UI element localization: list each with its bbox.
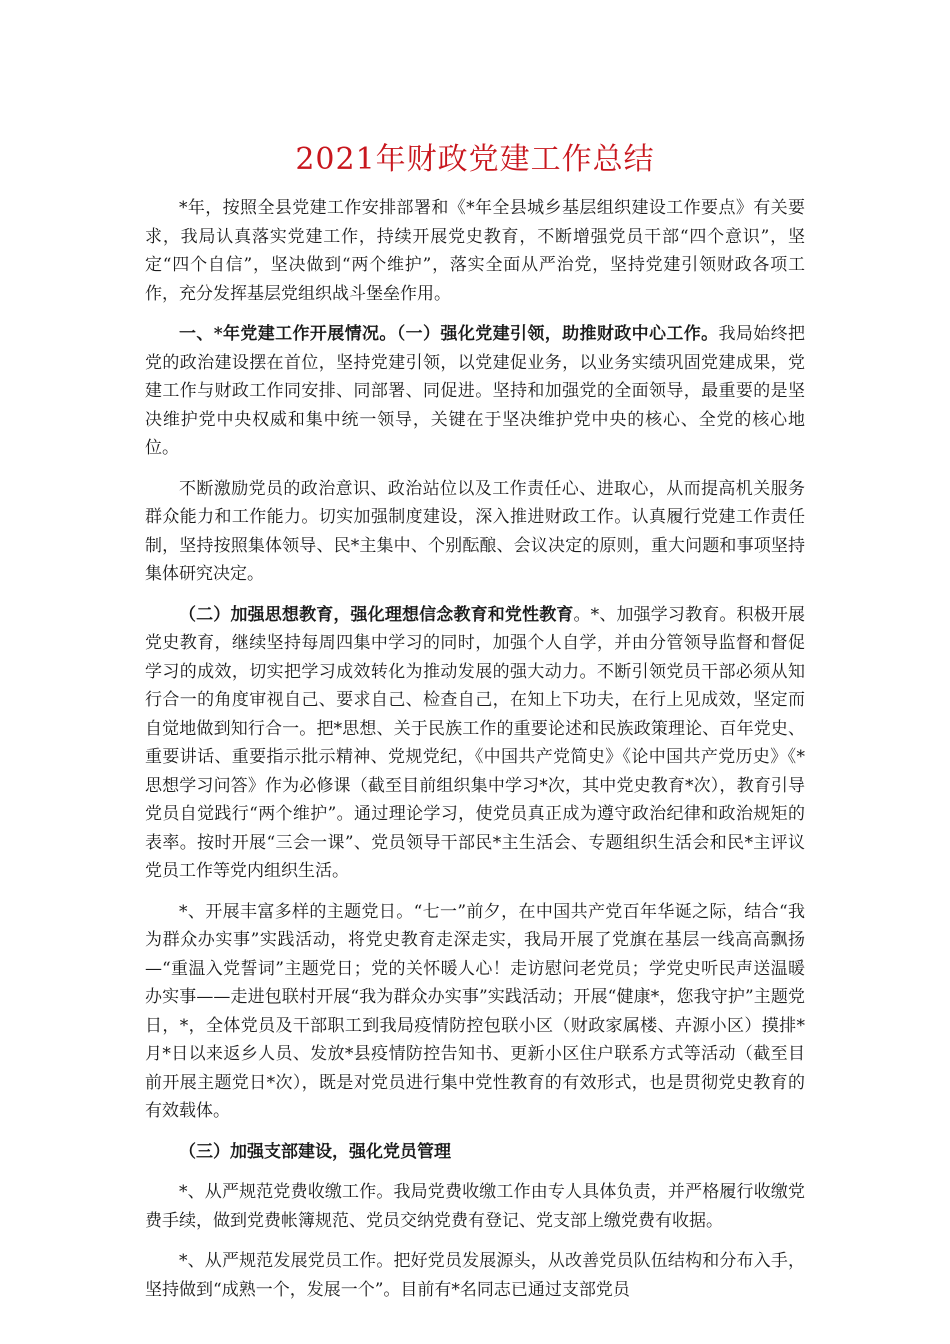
section-3-heading: （三）加强支部建设，强化党员管理 <box>179 1141 451 1162</box>
paragraph-6: *、从严规范发展党员工作。把好党员发展源头，从改善党员队伍结构和分布入手，坚持做到“成熟一个，发展一个”。目前有*名同志已通过支部党员 <box>145 1251 805 1300</box>
section-1-paragraph <box>145 320 805 463</box>
paragraph-2: 不断激励党员的政治意识、政治站位以及工作责任心、进取心，从而提高机关服务群众能力和工作能力。切实加强制度建设，深入推进财政工作。认真履行党建工作责任制，坚持按照集体领导、民*主集中、个别酝酿、会议决定的原则，重大问题和事项坚持集体研究决定。 <box>145 478 805 584</box>
section-2-body: 。*、加强学习教育。积极开展党史教育，继续坚持每周四集中学习的同时，加强个人自学，并由分管领导监督和督促学习的成效，切实把学习成效转化为推动发展的强大动力。不断引领党员干部必须从知行合一的角度审视自己、要求自己、检查自己，在知上下功夫，在行上见成效，坚定而自觉地做到知行合一。把*思想、关于民族工作的重要论述和民族政策理论、百年党史、重要讲话、重要指示批示精神、党规党纪，《中国共产党简史》《论中国共产党历史》《*思想学习问答》作为必修课（截至目前组织集中学习*次，其中党史教育*次），教育引导党员自觉践行“两个维护”。通过理论学习，使党员真正成为遵守政治纪律和政治规矩的表率。按时开展“三会一课”、党员领导干部民*主生活会、专题组织生活会和民*主评议党员工作等党内组织生活。 <box>145 604 806 881</box>
document-title: 2021年财政党建工作总结 <box>295 142 655 177</box>
section-1-body: 我局始终把党的政治建设摆在首位，坚持党建引领，以党建促业务，以业务实绩巩固党建成果，党建工作与财政工作同安排、同部署、同促进。坚持和加强党的全面领导，最重要的是坚决维护党中央权威和集中统一领导，关键在于坚决维护党中央的核心、全党的核心地位。 <box>145 324 806 458</box>
document-page <box>145 138 805 1316</box>
paragraph-4: *、开展丰富多样的主题党日。“七一”前夕，在中国共产党百年华诞之际，结合“我为群众办实事”实践活动，将党史教育走深走实，我局开展了党旗在基层一线高高飘扬—“重温入党誓词”主题党日；党的关怀暖人心！走访慰问老党员；学党史听民声送温暖办实事——走进包联村开展“我为群众办实事”实践活动；开展“健康*，您我守护”主题党日，*，全体党员及干部职工到我局疫情防控包联小区（财政家属楼、卉源小区）摸排*月*日以来返乡人员、发放*县疫情防控告知书、更新小区住户联系方式等活动（截至目前开展主题党日*次），既是对党员进行集中党性教育的有效形式，也是贯彻党史教育的有效载体。 <box>145 901 805 1121</box>
intro-paragraph: *年，按照全县党建工作安排部署和《*年全县城乡基层组织建设工作要点》有关要求，我局认真落实党建工作，持续开展党史教育，不断增强党员干部“四个意识”，坚定“四个自信”，坚决做到“两个维护”，落实全面从严治党，坚持党建引领财政各项工作，充分发挥基层党组织战斗堡垒作用。 <box>145 198 805 304</box>
section-2-heading: （二）加强思想教育，强化理想信念教育和党性教育 <box>179 604 574 625</box>
paragraph-5: *、从严规范党费收缴工作。我局党费收缴工作由专人具体负责，并严格履行收缴党费手续，做到党费帐簿规范、党员交纳党费有登记、党支部上缴党费有收据。 <box>145 1182 805 1231</box>
section-2-paragraph <box>145 601 805 886</box>
section-1-heading: 一、*年党建工作开展情况。（一）强化党建引领，助推财政中心工作。 <box>179 324 719 344</box>
